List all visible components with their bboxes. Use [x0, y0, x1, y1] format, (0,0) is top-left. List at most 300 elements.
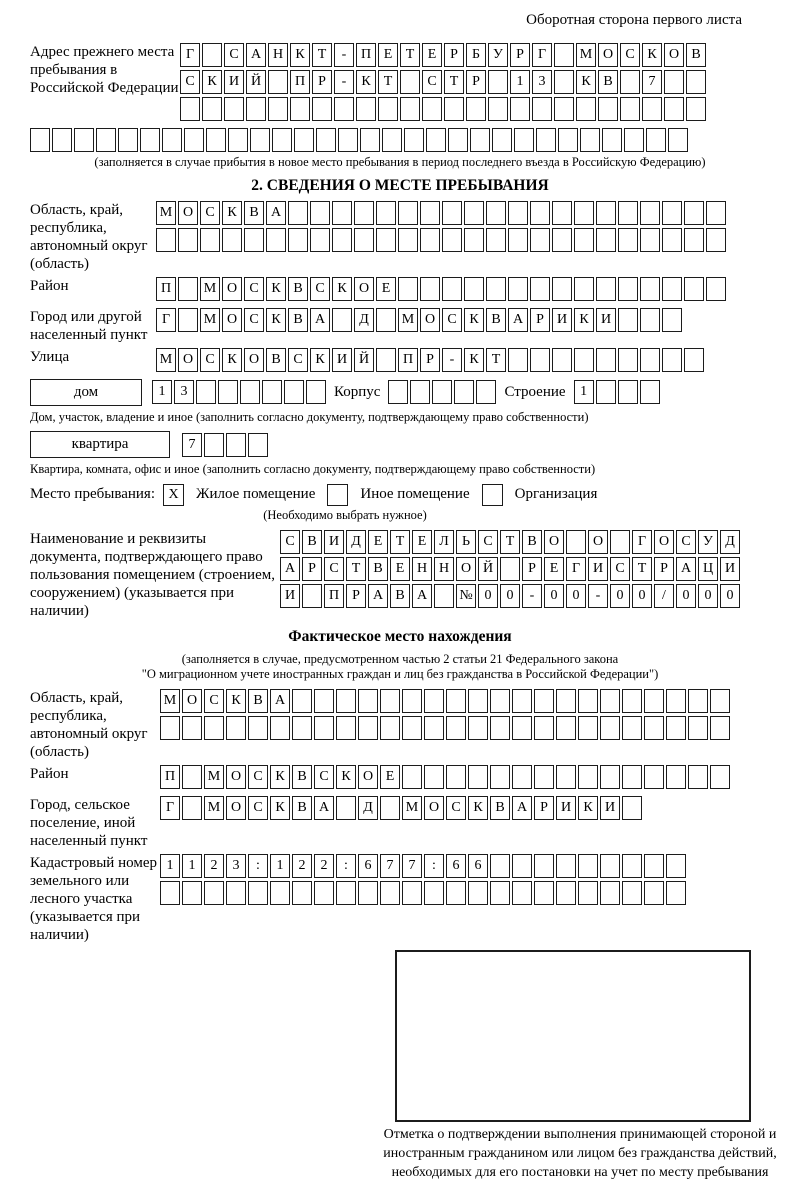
- char-cell[interactable]: П: [156, 277, 176, 301]
- char-cell[interactable]: [398, 228, 418, 252]
- char-cell[interactable]: У: [698, 530, 718, 554]
- char-cell[interactable]: М: [200, 308, 220, 332]
- char-cell[interactable]: [666, 689, 686, 713]
- char-cell[interactable]: А: [246, 43, 266, 67]
- char-cell[interactable]: С: [200, 201, 220, 225]
- char-cell[interactable]: В: [368, 557, 388, 581]
- char-cell[interactable]: [574, 228, 594, 252]
- char-cell[interactable]: [664, 70, 684, 94]
- char-cell[interactable]: [202, 97, 222, 121]
- char-cell[interactable]: [490, 689, 510, 713]
- char-cell[interactable]: [684, 201, 704, 225]
- char-cell[interactable]: [620, 70, 640, 94]
- char-cell[interactable]: [640, 228, 660, 252]
- char-cell[interactable]: [578, 854, 598, 878]
- char-cell[interactable]: 0: [698, 584, 718, 608]
- char-cell[interactable]: [618, 277, 638, 301]
- char-cell[interactable]: С: [248, 765, 268, 789]
- char-cell[interactable]: [618, 228, 638, 252]
- char-cell[interactable]: 1: [182, 854, 202, 878]
- char-cell[interactable]: К: [310, 348, 330, 372]
- char-cell[interactable]: Е: [422, 43, 442, 67]
- char-cell[interactable]: 2: [314, 854, 334, 878]
- char-cell[interactable]: [514, 128, 534, 152]
- char-cell[interactable]: [618, 201, 638, 225]
- char-cell[interactable]: Р: [510, 43, 530, 67]
- char-cell[interactable]: [512, 854, 532, 878]
- char-cell[interactable]: К: [468, 796, 488, 820]
- char-cell[interactable]: К: [578, 796, 598, 820]
- char-cell[interactable]: Г: [180, 43, 200, 67]
- char-cell[interactable]: 0: [720, 584, 740, 608]
- char-cell[interactable]: В: [288, 308, 308, 332]
- char-cell[interactable]: О: [354, 277, 374, 301]
- char-cell[interactable]: А: [512, 796, 532, 820]
- char-cell[interactable]: 0: [632, 584, 652, 608]
- char-cell[interactable]: [402, 689, 422, 713]
- char-cell[interactable]: [222, 228, 242, 252]
- char-cell[interactable]: Н: [268, 43, 288, 67]
- char-cell[interactable]: [490, 765, 510, 789]
- char-cell[interactable]: Р: [420, 348, 440, 372]
- char-cell[interactable]: [534, 854, 554, 878]
- char-cell[interactable]: 7: [182, 433, 202, 457]
- char-cell[interactable]: [206, 128, 226, 152]
- char-cell[interactable]: -: [588, 584, 608, 608]
- char-cell[interactable]: [530, 348, 550, 372]
- char-cell[interactable]: 1: [510, 70, 530, 94]
- char-cell[interactable]: [248, 881, 268, 905]
- checkbox-organization[interactable]: [482, 484, 503, 506]
- char-cell[interactable]: [624, 128, 644, 152]
- char-cell[interactable]: [388, 380, 408, 404]
- char-cell[interactable]: С: [422, 70, 442, 94]
- char-cell[interactable]: [600, 854, 620, 878]
- char-cell[interactable]: [552, 277, 572, 301]
- char-cell[interactable]: К: [356, 70, 376, 94]
- char-cell[interactable]: [224, 97, 244, 121]
- char-cell[interactable]: [178, 308, 198, 332]
- char-cell[interactable]: [486, 201, 506, 225]
- char-cell[interactable]: [336, 689, 356, 713]
- char-cell[interactable]: М: [204, 765, 224, 789]
- char-cell[interactable]: [248, 716, 268, 740]
- char-cell[interactable]: №: [456, 584, 476, 608]
- char-cell[interactable]: С: [676, 530, 696, 554]
- char-cell[interactable]: [622, 689, 642, 713]
- char-cell[interactable]: [596, 201, 616, 225]
- char-cell[interactable]: [644, 716, 664, 740]
- char-cell[interactable]: В: [598, 70, 618, 94]
- char-cell[interactable]: [556, 881, 576, 905]
- char-cell[interactable]: [470, 128, 490, 152]
- char-cell[interactable]: К: [270, 796, 290, 820]
- char-cell[interactable]: [554, 97, 574, 121]
- char-cell[interactable]: -: [522, 584, 542, 608]
- char-cell[interactable]: [202, 43, 222, 67]
- char-cell[interactable]: [314, 689, 334, 713]
- char-cell[interactable]: В: [292, 765, 312, 789]
- char-cell[interactable]: В: [390, 584, 410, 608]
- char-cell[interactable]: В: [288, 277, 308, 301]
- char-cell[interactable]: [532, 97, 552, 121]
- char-cell[interactable]: А: [310, 308, 330, 332]
- char-cell[interactable]: К: [576, 70, 596, 94]
- char-cell[interactable]: [160, 881, 180, 905]
- char-cell[interactable]: [288, 228, 308, 252]
- char-cell[interactable]: О: [222, 308, 242, 332]
- char-cell[interactable]: [534, 881, 554, 905]
- char-cell[interactable]: А: [368, 584, 388, 608]
- char-cell[interactable]: 2: [204, 854, 224, 878]
- char-cell[interactable]: [442, 201, 462, 225]
- char-cell[interactable]: [618, 348, 638, 372]
- char-cell[interactable]: [710, 689, 730, 713]
- char-cell[interactable]: 0: [676, 584, 696, 608]
- char-cell[interactable]: 0: [500, 584, 520, 608]
- char-cell[interactable]: П: [160, 765, 180, 789]
- char-cell[interactable]: Т: [312, 43, 332, 67]
- char-cell[interactable]: К: [266, 277, 286, 301]
- char-cell[interactable]: [488, 70, 508, 94]
- char-cell[interactable]: М: [156, 201, 176, 225]
- char-cell[interactable]: [662, 348, 682, 372]
- char-cell[interactable]: М: [398, 308, 418, 332]
- char-cell[interactable]: [266, 228, 286, 252]
- char-cell[interactable]: [466, 97, 486, 121]
- char-cell[interactable]: [182, 716, 202, 740]
- char-cell[interactable]: [600, 765, 620, 789]
- char-cell[interactable]: [240, 380, 260, 404]
- char-cell[interactable]: [640, 348, 660, 372]
- char-cell[interactable]: [500, 557, 520, 581]
- char-cell[interactable]: В: [266, 348, 286, 372]
- char-cell[interactable]: [358, 716, 378, 740]
- char-cell[interactable]: [508, 277, 528, 301]
- char-cell[interactable]: [332, 308, 352, 332]
- char-cell[interactable]: [600, 689, 620, 713]
- char-cell[interactable]: [178, 228, 198, 252]
- char-cell[interactable]: С: [478, 530, 498, 554]
- char-cell[interactable]: [664, 97, 684, 121]
- char-cell[interactable]: Л: [434, 530, 454, 554]
- char-cell[interactable]: [574, 348, 594, 372]
- char-cell[interactable]: [508, 228, 528, 252]
- char-cell[interactable]: [270, 881, 290, 905]
- char-cell[interactable]: [688, 716, 708, 740]
- char-cell[interactable]: [622, 881, 642, 905]
- char-cell[interactable]: 6: [446, 854, 466, 878]
- char-cell[interactable]: [578, 881, 598, 905]
- char-cell[interactable]: [312, 97, 332, 121]
- char-cell[interactable]: [268, 70, 288, 94]
- char-cell[interactable]: [646, 128, 666, 152]
- char-cell[interactable]: Й: [246, 70, 266, 94]
- char-cell[interactable]: В: [486, 308, 506, 332]
- char-cell[interactable]: 7: [380, 854, 400, 878]
- checkbox-residential[interactable]: X: [163, 484, 184, 506]
- char-cell[interactable]: [446, 716, 466, 740]
- char-cell[interactable]: Р: [534, 796, 554, 820]
- char-cell[interactable]: П: [290, 70, 310, 94]
- char-cell[interactable]: [200, 228, 220, 252]
- char-cell[interactable]: К: [464, 308, 484, 332]
- char-cell[interactable]: [468, 716, 488, 740]
- char-cell[interactable]: [640, 201, 660, 225]
- char-cell[interactable]: [688, 689, 708, 713]
- char-cell[interactable]: 3: [226, 854, 246, 878]
- char-cell[interactable]: [442, 228, 462, 252]
- char-cell[interactable]: [424, 689, 444, 713]
- char-cell[interactable]: [426, 128, 446, 152]
- char-cell[interactable]: [356, 97, 376, 121]
- char-cell[interactable]: [512, 689, 532, 713]
- char-cell[interactable]: [420, 201, 440, 225]
- char-cell[interactable]: [272, 128, 292, 152]
- char-cell[interactable]: Й: [478, 557, 498, 581]
- char-cell[interactable]: О: [654, 530, 674, 554]
- char-cell[interactable]: [556, 716, 576, 740]
- char-cell[interactable]: [248, 433, 268, 457]
- char-cell[interactable]: [360, 128, 380, 152]
- char-cell[interactable]: [684, 228, 704, 252]
- char-cell[interactable]: [354, 228, 374, 252]
- char-cell[interactable]: [434, 584, 454, 608]
- char-cell[interactable]: [410, 380, 430, 404]
- char-cell[interactable]: А: [412, 584, 432, 608]
- char-cell[interactable]: 0: [478, 584, 498, 608]
- char-cell[interactable]: [448, 128, 468, 152]
- char-cell[interactable]: [336, 716, 356, 740]
- char-cell[interactable]: М: [576, 43, 596, 67]
- char-cell[interactable]: [294, 128, 314, 152]
- char-cell[interactable]: Р: [654, 557, 674, 581]
- char-cell[interactable]: [468, 765, 488, 789]
- char-cell[interactable]: [464, 228, 484, 252]
- char-cell[interactable]: К: [290, 43, 310, 67]
- char-cell[interactable]: 1: [160, 854, 180, 878]
- char-cell[interactable]: -: [334, 43, 354, 67]
- char-cell[interactable]: М: [156, 348, 176, 372]
- char-cell[interactable]: М: [200, 277, 220, 301]
- char-cell[interactable]: [336, 796, 356, 820]
- char-cell[interactable]: [710, 716, 730, 740]
- char-cell[interactable]: К: [336, 765, 356, 789]
- char-cell[interactable]: Д: [720, 530, 740, 554]
- char-cell[interactable]: [246, 97, 266, 121]
- char-cell[interactable]: [178, 277, 198, 301]
- char-cell[interactable]: М: [402, 796, 422, 820]
- char-cell[interactable]: :: [424, 854, 444, 878]
- char-cell[interactable]: [404, 128, 424, 152]
- char-cell[interactable]: 3: [174, 380, 194, 404]
- char-cell[interactable]: Е: [390, 557, 410, 581]
- char-cell[interactable]: [358, 881, 378, 905]
- char-cell[interactable]: [432, 380, 452, 404]
- char-cell[interactable]: К: [642, 43, 662, 67]
- char-cell[interactable]: [402, 765, 422, 789]
- char-cell[interactable]: [288, 201, 308, 225]
- char-cell[interactable]: [684, 277, 704, 301]
- char-cell[interactable]: Р: [302, 557, 322, 581]
- char-cell[interactable]: [468, 689, 488, 713]
- char-cell[interactable]: [600, 881, 620, 905]
- char-cell[interactable]: [666, 881, 686, 905]
- char-cell[interactable]: [668, 128, 688, 152]
- char-cell[interactable]: [640, 277, 660, 301]
- char-cell[interactable]: И: [720, 557, 740, 581]
- char-cell[interactable]: [218, 380, 238, 404]
- char-cell[interactable]: Р: [466, 70, 486, 94]
- char-cell[interactable]: [662, 277, 682, 301]
- char-cell[interactable]: Т: [390, 530, 410, 554]
- char-cell[interactable]: [622, 716, 642, 740]
- char-cell[interactable]: О: [178, 201, 198, 225]
- char-cell[interactable]: [290, 97, 310, 121]
- checkbox-other-premises[interactable]: [327, 484, 348, 506]
- char-cell[interactable]: 7: [642, 70, 662, 94]
- char-cell[interactable]: С: [442, 308, 462, 332]
- char-cell[interactable]: [402, 716, 422, 740]
- char-cell[interactable]: [596, 348, 616, 372]
- char-cell[interactable]: О: [226, 765, 246, 789]
- char-cell[interactable]: [640, 308, 660, 332]
- char-cell[interactable]: М: [204, 796, 224, 820]
- char-cell[interactable]: [622, 854, 642, 878]
- char-cell[interactable]: [558, 128, 578, 152]
- char-cell[interactable]: С: [310, 277, 330, 301]
- char-cell[interactable]: [310, 201, 330, 225]
- char-cell[interactable]: [644, 689, 664, 713]
- char-cell[interactable]: [512, 765, 532, 789]
- char-cell[interactable]: [180, 97, 200, 121]
- char-cell[interactable]: [376, 308, 396, 332]
- char-cell[interactable]: О: [244, 348, 264, 372]
- char-cell[interactable]: [554, 43, 574, 67]
- char-cell[interactable]: В: [302, 530, 322, 554]
- char-cell[interactable]: 3: [532, 70, 552, 94]
- char-cell[interactable]: С: [610, 557, 630, 581]
- char-cell[interactable]: [508, 201, 528, 225]
- char-cell[interactable]: [376, 348, 396, 372]
- char-cell[interactable]: [534, 765, 554, 789]
- char-cell[interactable]: А: [266, 201, 286, 225]
- char-cell[interactable]: [622, 765, 642, 789]
- char-cell[interactable]: У: [488, 43, 508, 67]
- char-cell[interactable]: Р: [312, 70, 332, 94]
- char-cell[interactable]: [422, 97, 442, 121]
- char-cell[interactable]: [618, 308, 638, 332]
- char-cell[interactable]: [358, 689, 378, 713]
- char-cell[interactable]: Т: [632, 557, 652, 581]
- char-cell[interactable]: [336, 881, 356, 905]
- char-cell[interactable]: [490, 716, 510, 740]
- char-cell[interactable]: [530, 277, 550, 301]
- char-cell[interactable]: П: [356, 43, 376, 67]
- char-cell[interactable]: [464, 277, 484, 301]
- char-cell[interactable]: В: [244, 201, 264, 225]
- char-cell[interactable]: [382, 128, 402, 152]
- char-cell[interactable]: Е: [412, 530, 432, 554]
- char-cell[interactable]: Р: [530, 308, 550, 332]
- char-cell[interactable]: 6: [358, 854, 378, 878]
- char-cell[interactable]: Н: [412, 557, 432, 581]
- char-cell[interactable]: Г: [160, 796, 180, 820]
- char-cell[interactable]: [556, 854, 576, 878]
- char-cell[interactable]: [686, 97, 706, 121]
- char-cell[interactable]: [292, 716, 312, 740]
- char-cell[interactable]: В: [248, 689, 268, 713]
- char-cell[interactable]: [400, 97, 420, 121]
- char-cell[interactable]: Е: [368, 530, 388, 554]
- char-cell[interactable]: [444, 97, 464, 121]
- char-cell[interactable]: [302, 584, 322, 608]
- char-cell[interactable]: [446, 765, 466, 789]
- char-cell[interactable]: -: [334, 70, 354, 94]
- char-cell[interactable]: [196, 380, 216, 404]
- char-cell[interactable]: [476, 380, 496, 404]
- char-cell[interactable]: С: [224, 43, 244, 67]
- char-cell[interactable]: [688, 765, 708, 789]
- char-cell[interactable]: О: [182, 689, 202, 713]
- char-cell[interactable]: [666, 765, 686, 789]
- char-cell[interactable]: О: [358, 765, 378, 789]
- char-cell[interactable]: [552, 348, 572, 372]
- char-cell[interactable]: [556, 689, 576, 713]
- char-cell[interactable]: [268, 97, 288, 121]
- char-cell[interactable]: С: [324, 557, 344, 581]
- char-cell[interactable]: [464, 201, 484, 225]
- char-cell[interactable]: С: [244, 308, 264, 332]
- char-cell[interactable]: [574, 201, 594, 225]
- char-cell[interactable]: Т: [378, 70, 398, 94]
- char-cell[interactable]: [284, 380, 304, 404]
- char-cell[interactable]: [310, 228, 330, 252]
- char-cell[interactable]: [338, 128, 358, 152]
- char-cell[interactable]: [376, 201, 396, 225]
- char-cell[interactable]: А: [270, 689, 290, 713]
- char-cell[interactable]: [486, 228, 506, 252]
- char-cell[interactable]: [314, 881, 334, 905]
- char-cell[interactable]: О: [420, 308, 440, 332]
- char-cell[interactable]: [596, 277, 616, 301]
- char-cell[interactable]: [512, 716, 532, 740]
- char-cell[interactable]: Е: [378, 43, 398, 67]
- char-cell[interactable]: [578, 689, 598, 713]
- char-cell[interactable]: [644, 765, 664, 789]
- house-field-box[interactable]: дом: [30, 379, 142, 406]
- char-cell[interactable]: [420, 277, 440, 301]
- char-cell[interactable]: [332, 201, 352, 225]
- char-cell[interactable]: [204, 433, 224, 457]
- char-cell[interactable]: [446, 689, 466, 713]
- char-cell[interactable]: [618, 380, 638, 404]
- char-cell[interactable]: Р: [346, 584, 366, 608]
- char-cell[interactable]: К: [222, 348, 242, 372]
- char-cell[interactable]: [554, 70, 574, 94]
- char-cell[interactable]: -: [442, 348, 462, 372]
- char-cell[interactable]: А: [314, 796, 334, 820]
- char-cell[interactable]: [536, 128, 556, 152]
- char-cell[interactable]: [610, 530, 630, 554]
- char-cell[interactable]: [576, 97, 596, 121]
- char-cell[interactable]: 0: [610, 584, 630, 608]
- char-cell[interactable]: [446, 881, 466, 905]
- char-cell[interactable]: Г: [532, 43, 552, 67]
- char-cell[interactable]: [512, 881, 532, 905]
- char-cell[interactable]: В: [490, 796, 510, 820]
- char-cell[interactable]: [492, 128, 512, 152]
